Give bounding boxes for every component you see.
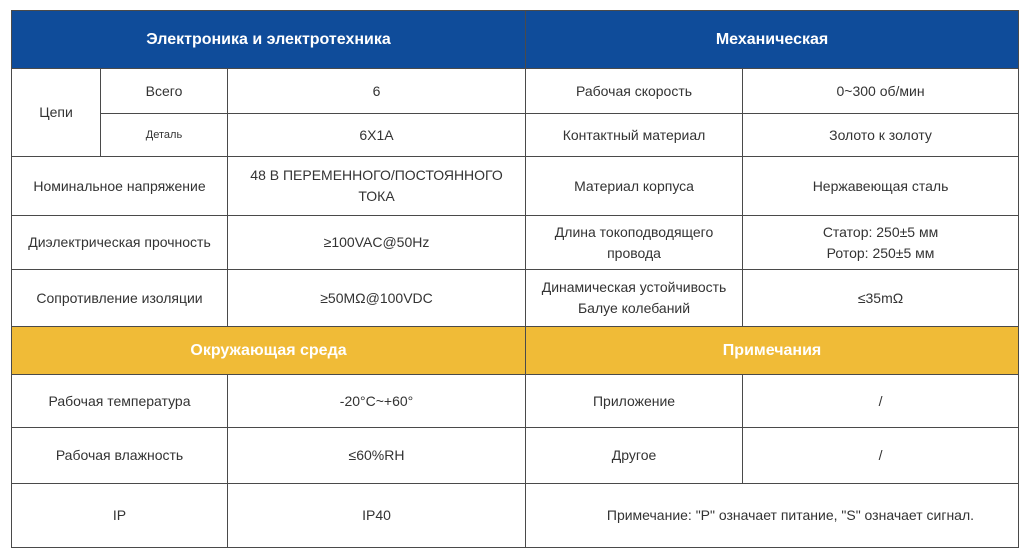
- dynamic-value: ≤35mΩ: [743, 270, 1019, 327]
- contact-value: Золото к золоту: [743, 114, 1019, 157]
- speed-label: Рабочая скорость: [526, 69, 743, 114]
- application-label: Приложение: [526, 375, 743, 428]
- temperature-value: -20°C~+60°: [228, 375, 526, 428]
- notes-header: Примечания: [526, 327, 1019, 375]
- lead-stator: Статор: 250±5 мм: [822, 223, 939, 240]
- dielectric-value: ≥100VAC@50Hz: [228, 216, 526, 270]
- insulation-value: ≥50MΩ@100VDC: [228, 270, 526, 327]
- remark-note: Примечание: "P" означает питание, "S" означает сигнал.: [526, 484, 1019, 548]
- ip-label: IP: [12, 484, 228, 548]
- table-row: [12, 428, 1019, 484]
- header-row-bottom: [12, 327, 1019, 375]
- spec-table: [11, 10, 1019, 548]
- other-label: Другое: [526, 428, 743, 484]
- dynamic-label: Динамическая устойчивость Балуе колебаний: [526, 270, 743, 327]
- electronics-header: Электроника и электротехника: [12, 11, 526, 69]
- dielectric-label: Диэлектрическая прочность: [12, 216, 228, 270]
- temperature-label: Рабочая температура: [12, 375, 228, 428]
- table-row: [12, 375, 1019, 428]
- table-row: [12, 69, 1019, 114]
- housing-value: Нержавеющая сталь: [743, 157, 1019, 216]
- mechanical-header: Механическая: [526, 11, 1019, 69]
- lead-length-value: [743, 216, 1019, 270]
- table-row: [12, 114, 1019, 157]
- humidity-label: Рабочая влажность: [12, 428, 228, 484]
- total-value: 6: [228, 69, 526, 114]
- detail-label: Деталь: [101, 114, 228, 157]
- table-row: [12, 157, 1019, 216]
- application-value: /: [743, 375, 1019, 428]
- table-row: [12, 270, 1019, 327]
- contact-label: Контактный материал: [526, 114, 743, 157]
- detail-value: 6X1A: [228, 114, 526, 157]
- rated-voltage-value: 48 В ПЕРЕМЕННОГО/ПОСТОЯННОГО ТОКА: [228, 157, 526, 216]
- other-value: /: [743, 428, 1019, 484]
- humidity-value: ≤60%RH: [228, 428, 526, 484]
- rated-voltage-label: Номинальное напряжение: [12, 157, 228, 216]
- ip-value: IP40: [228, 484, 526, 548]
- table-row: [12, 484, 1019, 548]
- environment-header: Окружающая среда: [12, 327, 526, 375]
- lead-length-label: Длина токоподводящего провода: [526, 216, 743, 270]
- insulation-label: Сопротивление изоляции: [12, 270, 228, 327]
- table-row: [12, 216, 1019, 270]
- header-row-top: [12, 11, 1019, 69]
- lead-rotor: Ротор: 250±5 мм: [826, 244, 935, 261]
- circuits-label: Цепи: [12, 69, 101, 157]
- speed-value: 0~300 об/мин: [743, 69, 1019, 114]
- housing-label: Материал корпуса: [526, 157, 743, 216]
- total-label: Всего: [101, 69, 228, 114]
